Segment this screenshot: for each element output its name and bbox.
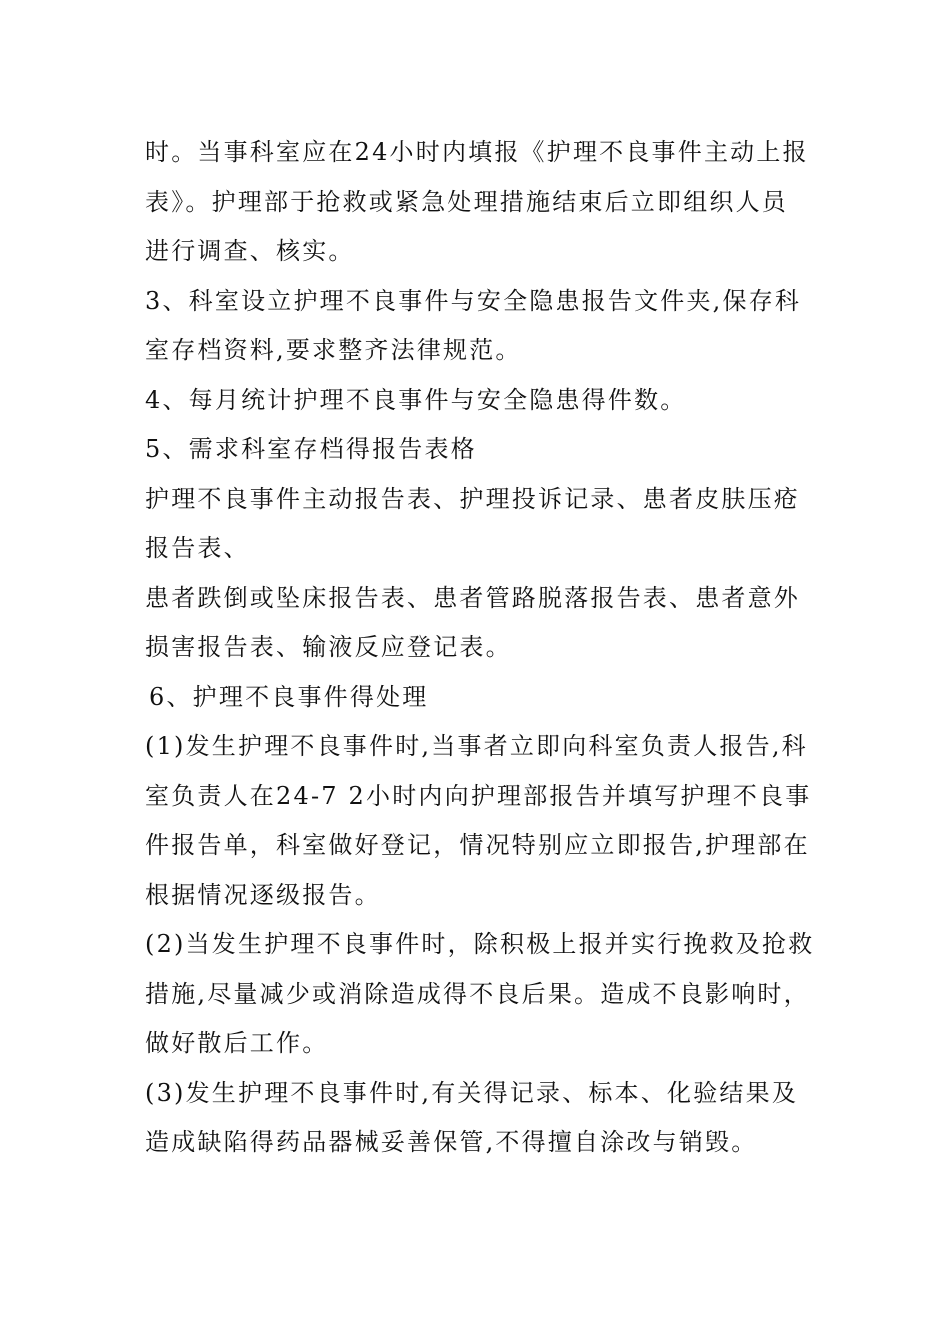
- text-line: 造成缺陷得药品器械妥善保管,不得擅自涂改与销毁。: [145, 1128, 758, 1156]
- text-line: 措施,尽量减少或消除造成得不良后果。造成不良影响时，: [145, 979, 810, 1008]
- list-item-4: 4、每月统计护理不良事件与安全隐患得件数。: [145, 385, 687, 414]
- text-line: 损害报告表、输液反应登记表。: [145, 633, 512, 661]
- list-item-5: 5、需求科室存档得报告表格: [145, 435, 477, 463]
- text-line: 表》。护理部于抢救或紧急处理措施结束后立即组织人员: [145, 187, 788, 216]
- text-line: 时。当事科室应在24小时内填报《护理不良事件主动上报: [145, 138, 809, 166]
- text-line: 室负责人在24-7 2小时内向护理部报告并填写护理不良事: [145, 781, 812, 810]
- text-line: 做好散后工作。: [145, 1029, 329, 1057]
- text-line: 患者跌倒或坠床报告表、患者管路脱落报告表、患者意外: [145, 583, 800, 612]
- sub-item-3: (3)发生护理不良事件时,有关得记录、标本、化验结果及: [145, 1078, 799, 1107]
- text-line: 室存档资料,要求整齐法律规范。: [145, 336, 522, 364]
- section-heading-6: 6、护理不良事件得处理: [149, 682, 429, 711]
- sub-item-1: (1)发生护理不良事件时,当事者立即向科室负责人报告,科: [145, 732, 808, 760]
- text-line: 件报告单，科室做好登记，情况特别应立即报告,护理部在: [145, 831, 810, 859]
- list-item-3: 3、科室设立护理不良事件与安全隐患报告文件夹,保存科: [145, 286, 802, 315]
- text-line: 进行调查、核实。: [145, 237, 355, 265]
- text-line: 报告表、: [145, 534, 250, 562]
- text-line: 护理不良事件主动报告表、护理投诉记录、患者皮肤压疮: [145, 484, 800, 513]
- text-line: 根据情况逐级报告。: [145, 880, 381, 909]
- sub-item-2: (2)当发生护理不良事件时，除积极上报并实行挽救及抢救: [145, 930, 815, 958]
- document-body: [145, 128, 815, 1168]
